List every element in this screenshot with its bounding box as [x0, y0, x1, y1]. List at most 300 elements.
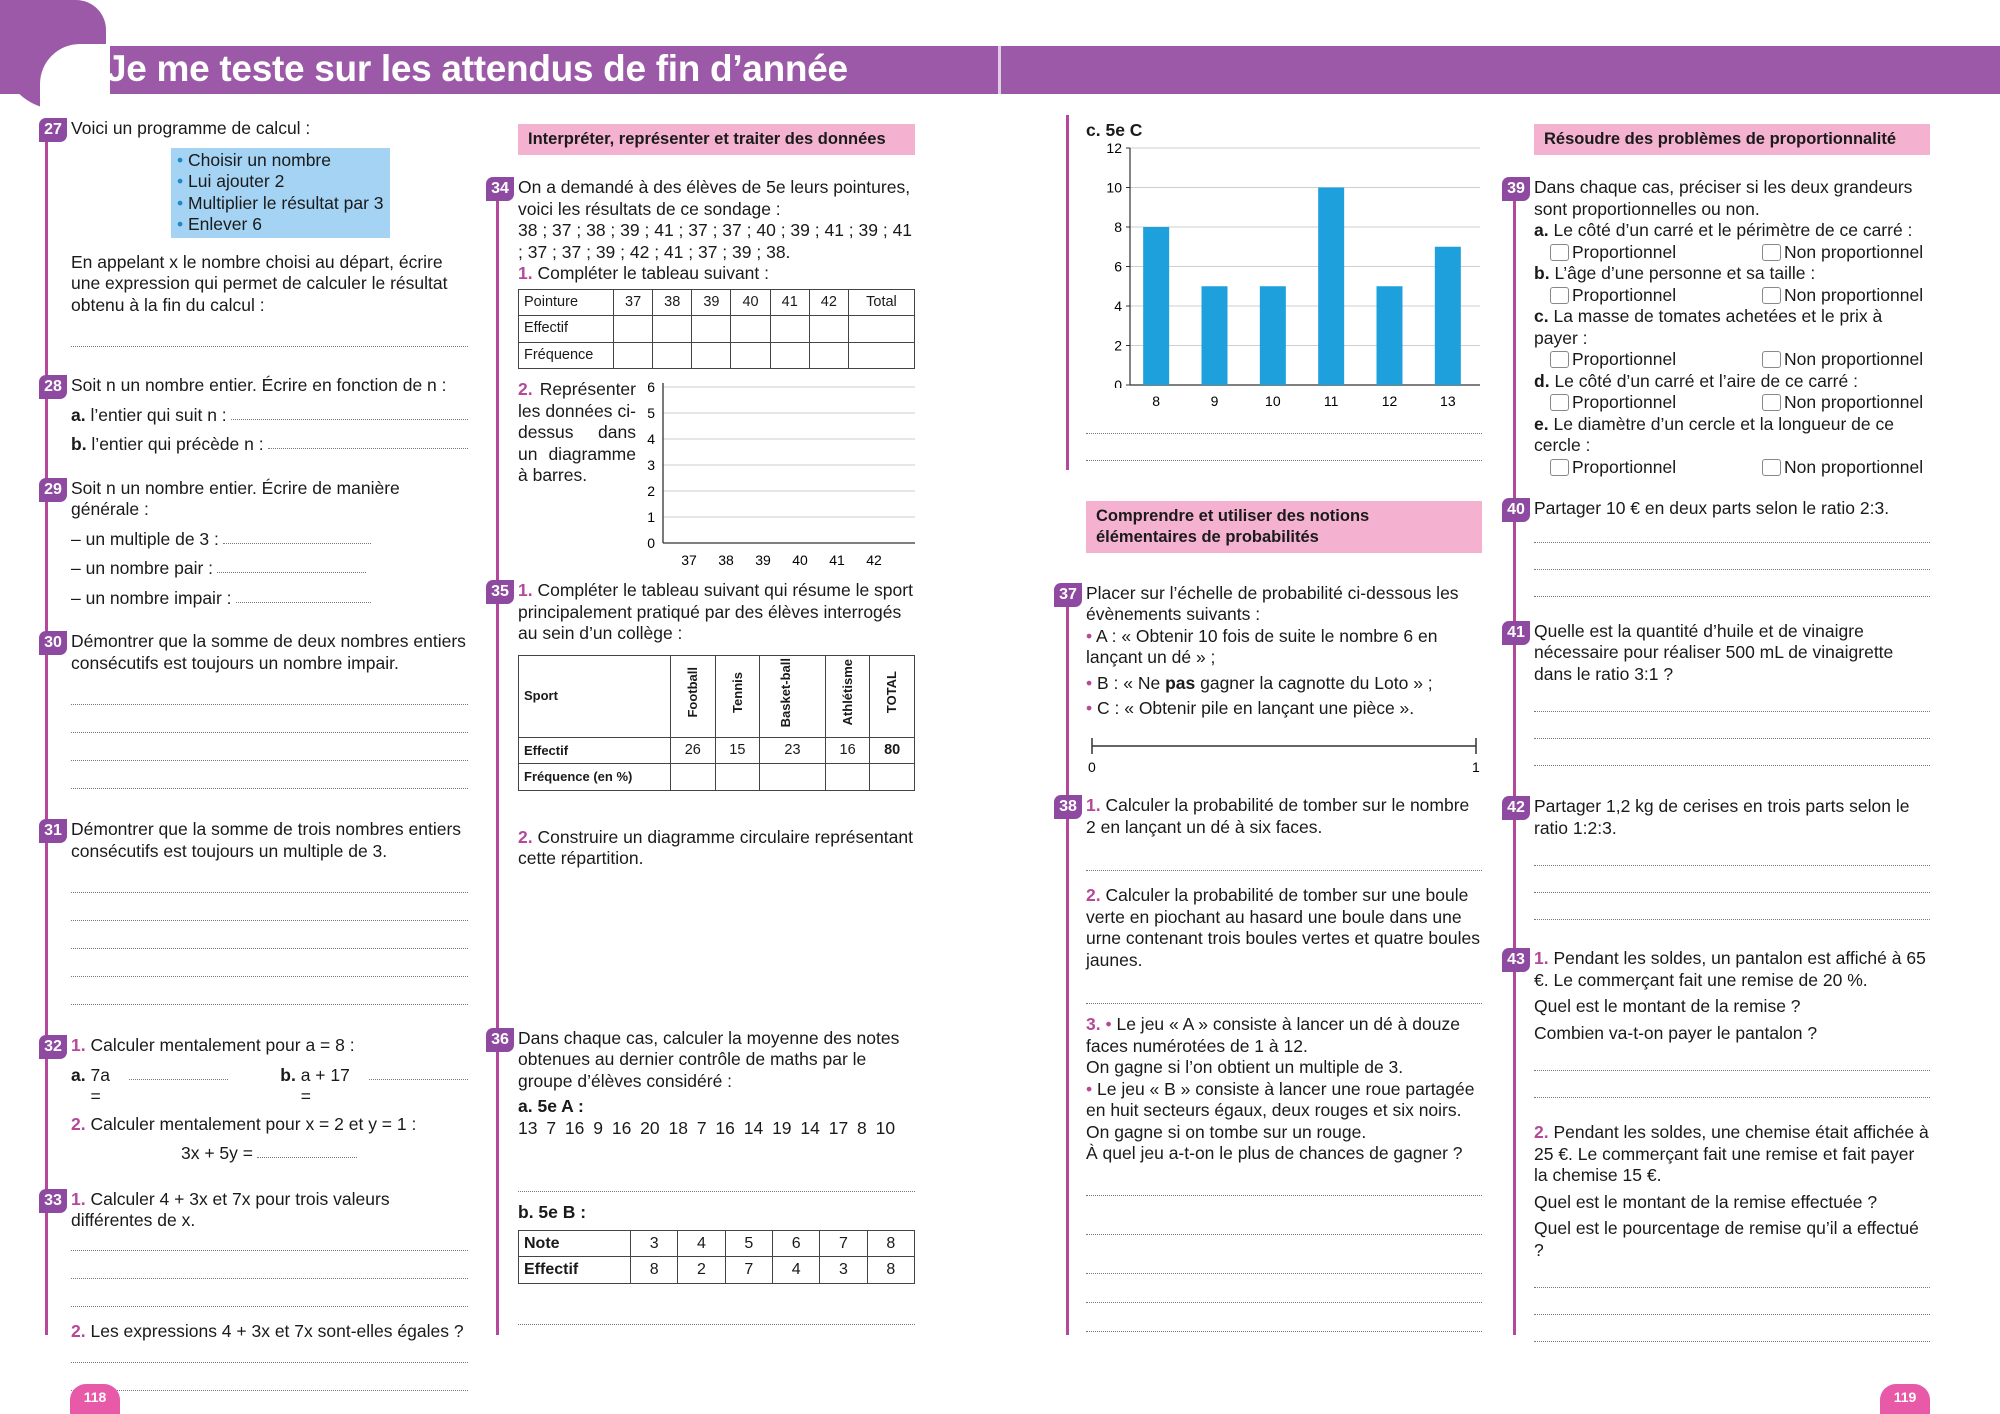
ex36-a-label: a. 5e A :	[518, 1096, 584, 1116]
answer-line[interactable]	[268, 448, 468, 449]
answer-line[interactable]	[1534, 1070, 1930, 1071]
table-row-header: Pointure	[519, 289, 614, 316]
option-label: Non proportionnel	[1784, 241, 1924, 262]
table-cell: 2	[678, 1257, 725, 1284]
ex39-item	[1534, 220, 1930, 242]
table-cell: 38	[653, 289, 692, 316]
exercise-41	[1507, 620, 1930, 767]
event-a: • A : « Obtenir 10 fois de suite le nombre 6 en lançant un dé » ;	[1086, 626, 1482, 669]
checkbox[interactable]	[1550, 394, 1569, 411]
table-cell: 26	[671, 737, 716, 764]
exercise-42	[1507, 796, 1930, 920]
table-cell[interactable]	[671, 764, 716, 791]
table-row-header: Fréquence	[519, 342, 614, 369]
answer-line[interactable]	[518, 1324, 915, 1325]
ex38-q3c: • Le jeu « B » consiste à lancer une roue partagée en huit secteurs égaux, deux rouges et six noirs.	[1086, 1079, 1482, 1122]
column-2	[491, 124, 915, 1325]
answer-line[interactable]	[71, 1390, 468, 1391]
column-header: Tennis	[729, 671, 745, 713]
checkbox[interactable]	[1550, 244, 1569, 261]
ex29-item: – un nombre impair :	[71, 587, 232, 608]
answer-line[interactable]	[1086, 1273, 1482, 1274]
ex39-options	[1534, 242, 1930, 264]
item-letter: e.	[1534, 413, 1549, 434]
exercise-38: 38 1. Calculer la probabilité de tomber sur le nombre 2 en lançant un dé à six faces. 2. Calculer la probabilité de tomber sur une boule verte en piochant au hasard une boule dans une urne contenant trois boules vertes et quatre boules jaunes. 3. • Le jeu « A » consiste à lancer un dé à douze faces numérotées de 1 à 12. On gagne si l’on obtient un multiple de 3. • Le jeu « B » consiste à lancer une roue partagée en huit secteurs égaux, deux rouges et six noirs. On gagne si on tombe sur un rouge. À quel jeu a-t-on le plus de chances de gagner ?	[1086, 795, 1482, 1332]
x-tick: 41	[829, 552, 845, 568]
table-cell[interactable]	[809, 342, 848, 369]
answer-line[interactable]	[71, 1362, 468, 1363]
answer-line[interactable]	[71, 948, 468, 949]
x-tick-label: 8	[1152, 393, 1161, 409]
exercise-number: 39	[1502, 177, 1530, 201]
exercise-32: 32 1. Calculer mentalement pour a = 8 : a. 7a = b. a + 17 = 2. Calculer mentalement pour x = 2 et y = 1 : 3x + 5y =	[71, 1035, 468, 1165]
column-header: Athlétisme	[839, 659, 855, 726]
answer-line[interactable]	[217, 572, 366, 573]
bar	[1260, 286, 1286, 385]
option-not-proportional	[1762, 242, 1923, 264]
y-tick: 2	[647, 483, 655, 499]
table-cell[interactable]	[770, 342, 809, 369]
y-tick: 4	[647, 431, 655, 447]
exercise-number: 42	[1502, 796, 1530, 820]
column-4	[1507, 124, 1930, 1342]
answer-line[interactable]	[71, 760, 468, 761]
checkbox[interactable]	[1762, 459, 1781, 476]
answer-line[interactable]	[518, 1191, 915, 1192]
table-cell[interactable]	[653, 342, 692, 369]
exercise-number: 41	[1502, 621, 1530, 645]
ex32-q1: Calculer mentalement pour a = 8 :	[90, 1035, 355, 1055]
table-cell: 39	[692, 289, 731, 316]
event-c: • C : « Obtenir pile en lançant une pièce ».	[1086, 698, 1482, 720]
program-box	[171, 148, 468, 238]
y-tick-label: 10	[1106, 179, 1122, 195]
ex39-item	[1534, 414, 1930, 457]
option-label: Non proportionnel	[1784, 392, 1924, 412]
column-header: Football	[685, 666, 701, 718]
answer-line[interactable]	[369, 1079, 468, 1080]
ex32-q2: Calculer mentalement pour x = 2 et y = 1 :	[90, 1113, 417, 1134]
table-cell[interactable]	[825, 764, 870, 791]
ex39-options	[1534, 349, 1930, 371]
table-cell: 5	[725, 1230, 772, 1257]
ex43-q1: Pendant les soldes, un pantalon est affiché à 65 €. Le commerçant fait une remise de 20 %.	[1534, 948, 1926, 990]
table-header-cell	[715, 655, 760, 737]
ex43-q1a: Quel est le montant de la remise ?	[1534, 996, 1801, 1016]
option-label: Proportionnel	[1572, 456, 1677, 477]
table-cell: 3	[631, 1230, 678, 1257]
exercise-number: 37	[1054, 583, 1082, 607]
ex36-a-notes: 13 7 16 9 16 20 18 7 16 14 19 14 17 8 10	[518, 1117, 896, 1138]
ex29-item: – un multiple de 3 :	[71, 528, 219, 549]
option-proportional	[1550, 242, 1762, 264]
exercise-number: 38	[1054, 795, 1082, 819]
table-cell: 15	[715, 737, 760, 764]
exercise-number: 40	[1502, 498, 1530, 522]
ex34-intro: On a demandé à des élèves de 5e leurs pointures, voici les résultats de ce sondage :	[518, 177, 911, 219]
answer-line[interactable]	[1534, 1341, 1930, 1342]
column-header: Basket-ball	[778, 657, 794, 727]
table-cell: Total	[848, 289, 914, 316]
bar	[1435, 246, 1461, 384]
answer-line[interactable]	[1534, 738, 1930, 739]
margin-rule-col3	[1066, 115, 1069, 470]
option-label: Non proportionnel	[1784, 349, 1924, 369]
option-not-proportional	[1762, 285, 1923, 307]
exercise-number: 43	[1502, 948, 1530, 972]
ex36-b-label: b. 5e B :	[518, 1202, 587, 1222]
ex39-item	[1534, 263, 1930, 285]
table-cell: 4	[772, 1257, 819, 1284]
option-not-proportional	[1762, 349, 1923, 371]
ex32-b: a + 17 =	[300, 1064, 350, 1106]
ex39-intro: Dans chaque cas, préciser si les deux grandeurs sont proportionnelles ou non.	[1534, 177, 1913, 219]
ex31-text: Démontrer que la somme de trois nombres entiers consécutifs est toujours un multiple de 3.	[71, 819, 462, 861]
exercise-28: 28 Soit n un nombre entier. Écrire en fonction de n : a. l’entier qui suit n : b. l’entier qui précède n :	[71, 375, 468, 456]
ex43-q1b: Combien va-t-on payer le pantalon ?	[1534, 1022, 1818, 1043]
column-1	[44, 118, 468, 1391]
table-cell: 80	[870, 737, 915, 764]
ex43-q2: Pendant les soldes, une chemise était affichée à 25 €. Le commerçant fait une remise et fait payer la chemise 15 €.	[1534, 1122, 1929, 1185]
page-divider	[998, 46, 1001, 94]
x-tick-label: 11	[1323, 393, 1339, 409]
item-text: Le côté d’un carré et le périmètre de ce carré :	[1553, 220, 1913, 240]
table-header-cell	[870, 655, 915, 737]
ex32-a: 7a =	[90, 1064, 110, 1106]
answer-line[interactable]	[129, 1079, 228, 1080]
ex39-options	[1534, 285, 1930, 307]
answer-line[interactable]	[1534, 542, 1930, 543]
table-cell: 7	[820, 1230, 867, 1257]
item-letter: a.	[1534, 220, 1549, 240]
bar	[1318, 187, 1344, 385]
exercise-number: 34	[486, 177, 514, 201]
y-tick: 0	[647, 535, 655, 551]
table-header-cell	[825, 655, 870, 737]
column-header: TOTAL	[884, 671, 900, 714]
y-tick: 6	[647, 379, 655, 395]
answer-line[interactable]	[1086, 1234, 1482, 1235]
answer-line[interactable]	[231, 419, 468, 420]
y-tick-label: 0	[1114, 376, 1122, 388]
table-cell: 40	[731, 289, 770, 316]
exercise-number: 32	[39, 1035, 67, 1059]
table-cell[interactable]	[848, 316, 914, 343]
bar	[1377, 286, 1403, 385]
option-proportional	[1550, 457, 1762, 479]
table-cell: 8	[631, 1257, 678, 1284]
ex35-q2: Construire un diagramme circulaire représentant cette répartition.	[518, 826, 913, 868]
program-step: • Enlever 6	[177, 214, 384, 236]
exercise-31	[44, 819, 468, 1005]
table-cell: 23	[760, 737, 826, 764]
answer-line[interactable]	[1534, 1097, 1930, 1098]
table-cell[interactable]	[809, 316, 848, 343]
y-tick: 1	[647, 509, 655, 525]
ex33-q1: Calculer 4 + 3x et 7x pour trois valeurs différentes de x.	[71, 1188, 390, 1230]
item-text: La masse de tomates achetées et le prix à payer :	[1534, 306, 1883, 348]
table-cell: 6	[772, 1230, 819, 1257]
answer-line[interactable]	[71, 346, 468, 347]
ex35-q1: Compléter le tableau suivant qui résume le sport principalement pratiqué par des élèves interrogés au sein d’un collège :	[518, 580, 913, 643]
table-cell: 16	[825, 737, 870, 764]
item-letter: c.	[1534, 306, 1549, 326]
x-tick-label: 10	[1265, 393, 1281, 409]
table-cell: 37	[614, 289, 653, 316]
checkbox[interactable]	[1762, 287, 1781, 304]
ex39-options	[1534, 392, 1930, 414]
answer-line[interactable]	[1086, 1302, 1482, 1303]
y-tick-label: 8	[1114, 218, 1122, 235]
exercise-40	[1507, 498, 1930, 597]
page-number-left: 118	[70, 1384, 120, 1414]
ex28-b: l’entier qui précède n :	[91, 434, 264, 454]
checkbox[interactable]	[1550, 459, 1569, 476]
event-b-text: gagner la cagnotte du Loto » ;	[1195, 672, 1433, 693]
event-b-bold: pas	[1165, 672, 1196, 693]
table-cell: 7	[725, 1257, 772, 1284]
checkbox[interactable]	[1762, 244, 1781, 261]
margin-rule-col3b	[1066, 595, 1069, 1335]
x-tick-label: 13	[1440, 393, 1456, 409]
table-cell[interactable]	[731, 342, 770, 369]
bar-chart-5c	[1086, 138, 1482, 388]
empty-bar-chart-grid	[643, 379, 918, 574]
ex41-text: Quelle est la quantité d’huile et de vinaigre nécessaire pour réaliser 500 mL de vinaigrette dans le ratio 3:1 ?	[1534, 620, 1894, 684]
y-tick-label: 4	[1114, 297, 1122, 314]
table-cell[interactable]	[715, 764, 760, 791]
checkbox[interactable]	[1550, 287, 1569, 304]
bar	[1202, 286, 1228, 385]
bar-chart-x-labels	[1086, 391, 1482, 411]
answer-line[interactable]	[71, 976, 468, 977]
ex33-q2: Les expressions 4 + 3x et 7x sont-elles égales ?	[90, 1320, 464, 1341]
answer-line[interactable]	[71, 892, 468, 893]
ex32-expr: 3x + 5y =	[181, 1143, 253, 1163]
program-step: • Choisir un nombre	[177, 150, 384, 172]
table-cell: 42	[809, 289, 848, 316]
table-cell: 4	[678, 1230, 725, 1257]
exercise-number: 30	[39, 631, 67, 655]
x-tick: 38	[718, 552, 734, 568]
exercise-37	[1059, 582, 1482, 788]
table-cell: 3	[820, 1257, 867, 1284]
ex42-text: Partager 1,2 kg de cerises en trois parts selon le ratio 1:2:3.	[1534, 796, 1910, 838]
shoe-size-table	[518, 289, 915, 370]
x-tick: 37	[681, 552, 697, 568]
answer-line[interactable]	[71, 1250, 468, 1251]
option-proportional	[1550, 392, 1762, 414]
column-3	[1059, 120, 1482, 1332]
option-label: Non proportionnel	[1784, 456, 1924, 477]
ex43-q2a: Quel est le montant de la remise effectuée ?	[1534, 1191, 1878, 1212]
table-header-cell	[760, 655, 826, 737]
item-text: Le diamètre d’un cercle et la longueur de ce cercle :	[1534, 413, 1894, 455]
x-tick: 42	[866, 552, 882, 568]
scale-one: 1	[1472, 758, 1480, 775]
ex38-q3d: On gagne si on tombe sur un rouge.	[1086, 1121, 1367, 1142]
ex28-a: l’entier qui suit n :	[90, 404, 227, 425]
option-proportional	[1550, 349, 1762, 371]
ex39-item	[1534, 306, 1930, 349]
answer-line[interactable]	[1534, 711, 1930, 712]
ex38-q3a: Le jeu « A » consiste à lancer un dé à douze faces numérotées de 1 à 12.	[1086, 1014, 1460, 1056]
answer-line[interactable]	[1534, 1314, 1930, 1315]
program-step: • Multiplier le résultat par 3	[177, 193, 384, 215]
checkbox[interactable]	[1550, 351, 1569, 368]
exercise-35: 35 1. Compléter le tableau suivant qui résume le sport principalement pratiqué par des élèves interrogés au sein d’un collège : Sport Football Tennis Basket-ball Athlétisme TOTAL Effectif 26 15 23 16 80 Fréquence (en %) 2. Construire un diagramme circulaire représentant cette répartition.	[518, 580, 915, 870]
table-cell[interactable]	[760, 764, 826, 791]
probability-scale	[1086, 734, 1482, 782]
table-cell: 41	[770, 289, 809, 316]
exercise-number: 36	[486, 1028, 514, 1052]
table-cell[interactable]	[770, 316, 809, 343]
table-row-header: Effectif	[519, 1257, 631, 1284]
answer-line[interactable]	[1086, 433, 1482, 434]
table-cell[interactable]	[848, 342, 914, 369]
y-tick-label: 2	[1114, 337, 1122, 353]
answer-line[interactable]	[71, 920, 468, 921]
table-row-header: Note	[519, 1230, 631, 1257]
table-cell[interactable]	[614, 342, 653, 369]
table-row-header: Effectif	[519, 737, 671, 764]
table-cell[interactable]	[653, 316, 692, 343]
answer-line[interactable]	[71, 1306, 468, 1307]
ex43-q2b: Quel est le pourcentage de remise qu’il a effectué ?	[1534, 1218, 1919, 1260]
answer-line[interactable]	[1534, 569, 1930, 570]
ex38-q1: Calculer la probabilité de tomber sur le nombre 2 en lançant un dé à six faces.	[1086, 795, 1470, 837]
answer-line[interactable]	[1534, 596, 1930, 597]
table-header-cell	[671, 655, 716, 737]
answer-line[interactable]	[1534, 765, 1930, 766]
margin-rule-col4	[1513, 190, 1516, 1335]
checkbox[interactable]	[1762, 394, 1781, 411]
answer-line[interactable]	[71, 732, 468, 733]
page-number-right: 119	[1880, 1384, 1930, 1414]
exercise-number: 29	[39, 478, 67, 502]
answer-line[interactable]	[1086, 1003, 1482, 1004]
ex34-q2: Représenter les données ci-dessus dans un diagramme à barres.	[518, 379, 636, 485]
ex29-intro: Soit n un nombre entier. Écrire de manière générale :	[71, 477, 400, 519]
event-b	[1086, 673, 1482, 695]
table-cell[interactable]	[731, 316, 770, 343]
program-step: • Lui ajouter 2	[177, 171, 384, 193]
ex34-q1: Compléter le tableau suivant :	[537, 263, 770, 283]
ex34-data: 38 ; 37 ; 38 ; 39 ; 41 ; 37 ; 37 ; 40 ; 39 ; 41 ; 39 ; 41 ; 37 ; 37 ; 39 ; 42 ; 41 ; 37 ; 39 ; 38.	[518, 220, 913, 262]
table-cell: 8	[867, 1230, 914, 1257]
answer-line[interactable]	[223, 543, 371, 544]
ex39-item	[1534, 371, 1930, 393]
exercise-number: 31	[39, 819, 67, 843]
option-label: Proportionnel	[1572, 284, 1677, 305]
table-row-header: Effectif	[519, 316, 614, 343]
option-label: Proportionnel	[1572, 392, 1677, 412]
item-text: Le côté d’un carré et l’aire de ce carré :	[1554, 370, 1858, 391]
ex29-item: – un nombre pair :	[71, 558, 214, 578]
y-tick: 3	[647, 457, 655, 473]
table-cell[interactable]	[870, 764, 915, 791]
ex27-question: En appelant x le nombre choisi au départ, écrire une expression qui permet de calculer le résultat obtenu à la fin du calcul :	[71, 251, 448, 315]
scale-zero: 0	[1088, 758, 1096, 775]
option-proportional	[1550, 285, 1762, 307]
section-header-probability: Comprendre et utiliser des notions élémentaires de probabilités	[1086, 501, 1482, 553]
answer-line[interactable]	[1086, 1331, 1482, 1332]
exercise-30	[44, 631, 468, 789]
item-letter: d.	[1534, 370, 1550, 391]
table-cell: 8	[867, 1257, 914, 1284]
ex28-intro: Soit n un nombre entier. Écrire en fonction de n :	[71, 375, 447, 395]
table-row-header: Sport	[519, 655, 671, 737]
exercise-33: 33 1. Calculer 4 + 3x et 7x pour trois valeurs différentes de x. 2. Les expressions 4 + 3x et 7x sont-elles égales ?	[71, 1189, 468, 1392]
answer-line[interactable]	[71, 1278, 468, 1279]
table-cell[interactable]	[614, 316, 653, 343]
answer-line[interactable]	[71, 1004, 468, 1005]
ex38-q3e: À quel jeu a-t-on le plus de chances de gagner ?	[1086, 1143, 1463, 1163]
section-header-data: Interpréter, représenter et traiter des données	[518, 124, 915, 155]
exercise-number: 35	[486, 580, 514, 604]
answer-line[interactable]	[1534, 919, 1930, 920]
option-label: Non proportionnel	[1784, 284, 1924, 305]
event-b-text: B : « Ne	[1097, 672, 1166, 693]
exercise-27	[44, 118, 468, 347]
table-row-header: Fréquence (en %)	[519, 764, 671, 791]
exercise-29	[44, 477, 468, 610]
option-label: Proportionnel	[1572, 349, 1677, 369]
ex39-options	[1534, 457, 1930, 479]
x-tick-label: 9	[1210, 393, 1219, 409]
ex40-text: Partager 10 € en deux parts selon le ratio 2:3.	[1534, 498, 1890, 518]
exercise-39	[1507, 177, 1930, 478]
y-tick-label: 12	[1106, 139, 1122, 156]
table-cell[interactable]	[692, 342, 731, 369]
answer-line[interactable]	[1534, 892, 1930, 893]
exercise-number: 28	[39, 375, 67, 399]
x-tick: 39	[755, 552, 771, 568]
table-cell[interactable]	[692, 316, 731, 343]
answer-line[interactable]	[1534, 1287, 1930, 1288]
answer-line[interactable]	[257, 1157, 357, 1158]
checkbox[interactable]	[1762, 351, 1781, 368]
x-tick: 40	[792, 552, 808, 568]
margin-rule-left	[45, 120, 48, 1335]
margin-rule-col2	[496, 190, 499, 1335]
answer-line[interactable]	[236, 602, 372, 603]
exercise-43: 43 1. Pendant les soldes, un pantalon est affiché à 65 €. Le commerçant fait une remise de 20 %. Quel est le montant de la remise ? Combien va-t-on payer le pantalon ? 2. Pendant les soldes, une chemise était affichée à 25 €. Le commerçant fait une remise et fait payer la chemise 15 €. Quel est le montant de la remise effectuée ? Quel est le pourcentage de remise qu’il a effectué ?	[1534, 948, 1930, 1342]
ex36c-label: c. 5e C	[1086, 120, 1143, 140]
ex36-intro: Dans chaque cas, calculer la moyenne des notes obtenues au dernier contrôle de maths par le groupe d’élèves considéré :	[518, 1027, 900, 1091]
answer-line[interactable]	[1086, 870, 1482, 871]
answer-line[interactable]	[1534, 865, 1930, 866]
page-title: Je me teste sur les attendus de fin d’année	[106, 48, 848, 89]
exercise-34: 34 On a demandé à des élèves de 5e leurs pointures, voici les résultats de ce sondage : 38 ; 37 ; 38 ; 39 ; 41 ; 37 ; 37 ; 40 ; 39 ; 41 ; 39 ; 41 ; 37 ; 37 ; 39 ; 42 ; 41 ; 37 ; 39 ; 38. 1. Compléter le tableau suivant : Pointure 37 38 39 40 41 42 Total Effectif Fréquence 2. Représenter les données ci-dessus dans un diagramme à barres. 0 1 2 3 4 5 6 37 38 39 40 41 42	[518, 177, 915, 574]
item-text: L’âge d’une personne et sa taille :	[1554, 263, 1816, 283]
option-not-proportional	[1762, 392, 1923, 414]
answer-line[interactable]	[71, 788, 468, 789]
ex38-q3b: On gagne si l’on obtient un multiple de 3.	[1086, 1057, 1404, 1077]
answer-line[interactable]	[1086, 1195, 1482, 1196]
answer-line[interactable]	[1086, 460, 1482, 461]
grades-table	[518, 1230, 915, 1284]
option-label: Proportionnel	[1572, 241, 1677, 262]
exercise-number: 27	[39, 118, 67, 142]
exercise-36	[491, 1027, 915, 1325]
answer-line[interactable]	[71, 704, 468, 705]
ex27-intro: Voici un programme de calcul :	[71, 118, 311, 138]
x-tick-label: 12	[1381, 393, 1398, 409]
ex37-intro: Placer sur l’échelle de probabilité ci-dessous les évènements suivants :	[1086, 582, 1459, 624]
section-header-proportionality: Résoudre des problèmes de proportionnalité	[1534, 124, 1930, 155]
ex30-text: Démontrer que la somme de deux nombres entiers consécutifs est toujours un nombre impair.	[71, 631, 466, 673]
